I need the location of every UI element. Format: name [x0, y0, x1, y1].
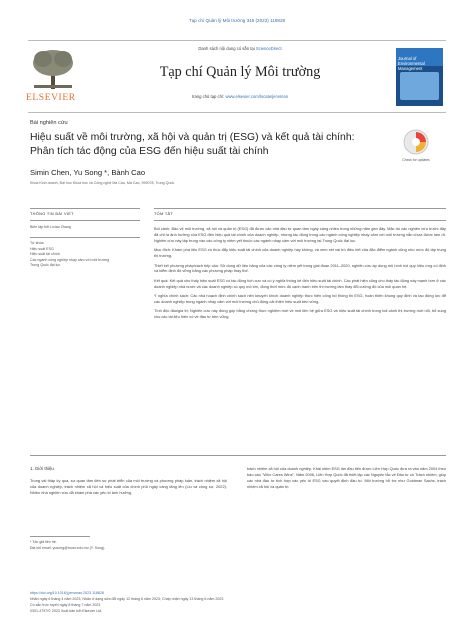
masthead-top-rule	[28, 40, 446, 41]
abstract-paragraph: Thiết kế/ phương pháp/cách tiếp cận: Sử dụng dữ liệu bảng của các công ty niêm yết trong giai đoạn 2011–2020, nghiên cứu áp dụng mô hình hồi quy hiệu ứng cố định và kiểm định độ vững bằng các phương pháp thay thế.	[154, 262, 446, 274]
copyright-line: 0301-4797/© 2023 Xuất bản bởi Elsevier Ltd.	[30, 609, 103, 613]
keyword-item: Hiệu suất tài chính	[30, 252, 60, 257]
online-date: Có sẵn trực tuyến ngày 8 tháng 7 năm 2023	[30, 603, 101, 607]
journal-citation-link[interactable]: Tạp chí Quản lý Môi trường 345 (2023) 118828	[188, 18, 286, 23]
article-info-heading: THÔNG TIN BÀI VIẾT	[30, 211, 74, 216]
journal-cover-image	[400, 72, 439, 100]
body-divider-rule	[30, 455, 446, 456]
journal-cover-title: Journal of Environmental Management	[398, 56, 425, 72]
article-meta	[30, 590, 330, 614]
author-email[interactable]: Địa chỉ email: yusong@must.edu.mo (Y. Song).	[30, 545, 106, 550]
keyword-item: Các ngành công nghiệp nhạy cảm với môi trường	[30, 257, 110, 262]
publisher-logo-text: ELSEVIER	[26, 93, 76, 103]
abstract-head-rule	[154, 220, 446, 221]
abstract-paragraph: Ý nghĩa chính sách: Các nhà hoạch định chính sách nên khuyến khích doanh nghiệp thực hiện công bố thông tin ESG, hoàn thiện khung quy định và tạo động lực để các doanh nghiệp trong ngành nhạy cảm với môi trường chủ động cải thiện hiệu suất bền vững.	[154, 293, 446, 305]
availability-prefix: Danh sách nội dung có sẵn tại	[198, 46, 255, 51]
abstract-heading: TÓM TẮT	[154, 211, 174, 216]
doi-link[interactable]: https://doi.org/10.1016/j.jenvman.2023.118828	[30, 591, 104, 595]
info-top-rule	[30, 208, 140, 209]
intro-left-column	[30, 466, 227, 496]
masthead-center	[100, 46, 380, 99]
check-for-updates-icon[interactable]	[402, 128, 430, 156]
article-type-label: Bài nghiên cứu	[30, 120, 68, 126]
footnote-rule	[30, 536, 90, 537]
info-mid-rule	[30, 237, 140, 238]
abstract-top-rule	[154, 208, 446, 209]
masthead-bottom-rule	[28, 112, 446, 113]
corresponding-author-note: * Tác giả liên hệ.	[30, 540, 57, 544]
author-affiliation: Khoa Kinh doanh, Đại học Khoa học và Công nghệ Ma Cao, Ma Cao, 999078, Trung Quốc	[30, 181, 175, 185]
handled-by-editor: Biên tập bởi Lixiao Zhang	[30, 225, 71, 229]
journal-title: Tạp chí Quản lý Môi trường	[159, 64, 321, 80]
author-list: Simin Chen, Yu Song *, Bành Cao	[30, 168, 146, 177]
article-title: Hiệu suất về môi trường, xã hội và quản trị (ESG) và kết quả tài chính: Phân tích tác động của ESG đến hiệu suất tài chính	[30, 132, 355, 157]
abstract-body	[154, 226, 446, 324]
intro-left-text: Trong vài thập kỷ qua, sự quan tâm đến sự phát triển của môi trường và phương pháp luận, trách nhiệm xã hội của doanh nghiệp, trách nhiệm xã hội và hiệu suất của chính phủ ngày càng tăng lên (Liu và cộng sự, 2022). Nhiều nhà nghiên cứu đã khám phá các yếu tố ảnh hưởng.	[30, 478, 227, 496]
intro-heading: 1. Giới thiệu	[30, 466, 54, 471]
intro-right-text: trách nhiệm xã hội của doanh nghiệp. Khái niệm ESG lần đầu tiên được Liên Hợp Quốc đưa ra vào năm 2004 theo báo cáo "Who Cares Wins". Năm 2006, Liên Hợp Quốc đã thiết lập các Nguyên tắc về Đầu tư có Trách nhiệm, giúp các nhà đầu tư tích hợp các yếu tố ESG vào quyết định đầu tư. Môi trường hỗ trợ như Goldman Sachs, trách nhiệm xã hội và quản trị.	[247, 466, 446, 490]
info-head-rule	[30, 220, 140, 221]
received-dates: Nhận ngày 6 tháng 4 năm 2023; Nhận ở dạng sửa đổi ngày 12 tháng 6 năm 2023; Chấp nhận ngày 13 tháng 6 năm 2023	[30, 597, 224, 601]
homepage-prefix: trang chủ tạp chí:	[191, 94, 225, 99]
journal-homepage-link[interactable]: www.elsevier.com/locate/jenvman	[225, 94, 289, 99]
footnotes	[30, 540, 230, 551]
abstract-paragraph: Mục đích: Khám phá liệu ESG có thúc đẩy hiệu suất tài chính của doanh nghiệp hay không, và xem xét vai trò điều tiết của đặc điểm ngành cũng như mức độ tập trung thị trường.	[154, 247, 446, 259]
intro-right-column	[247, 466, 446, 490]
check-for-updates-label[interactable]: Check for updates	[402, 158, 430, 162]
elsevier-tree-logo-icon	[28, 47, 78, 91]
homepage-line	[100, 94, 380, 99]
abstract-paragraph: Kết quả: Kết quả cho thấy hiệu suất ESG có tác động tích cực và có ý nghĩa thống kê đến hiệu suất tài chính. Các phát hiện cũng cho thấy tác động này mạnh hơn ở các doanh nghiệp nhà nước và các doanh nghiệp có quy mô lớn, đồng thời mức độ cạnh tranh trên thị trường làm thay đổi cường độ của mối quan hệ.	[154, 277, 446, 289]
keyword-item: Hiệu suất ESG	[30, 246, 54, 251]
availability-line	[100, 46, 380, 51]
keywords-heading: Từ khóa:	[30, 241, 45, 246]
sciencedirect-link[interactable]: ScienceDirect	[255, 46, 282, 51]
abstract-paragraph: Bối cảnh: Bảo vệ môi trường, xã hội và quản trị (ESG) đã được các nhà đầu tư quan tâm ngày càng nhiều trong những năm gần đây. Mặc dù các nghiên cứu trước đây đã chỉ ra ảnh hưởng của ESG đến hiệu quả tài chính của doanh nghiệp, nhưng tác động trong các ngành công nghiệp nhạy cảm với môi trường vẫn chưa được làm rõ. Nghiên cứu này tập trung vào các công ty niêm yết thuộc các ngành nhạy cảm với môi trường tại Trung Quốc đại lục.	[154, 226, 446, 243]
article-info-block	[30, 225, 140, 268]
abstract-paragraph: Tính độc đáo/giá trị: Nghiên cứu này đóng góp bằng chứng thực nghiệm mới về mối liên hệ giữa ESG và hiệu suất tài chính trong bối cảnh thị trường mới nổi, bổ sung cho các tài liệu hiện có về đầu tư bền vững.	[154, 308, 446, 320]
keyword-item: Trung Quốc đại lục	[30, 263, 61, 268]
